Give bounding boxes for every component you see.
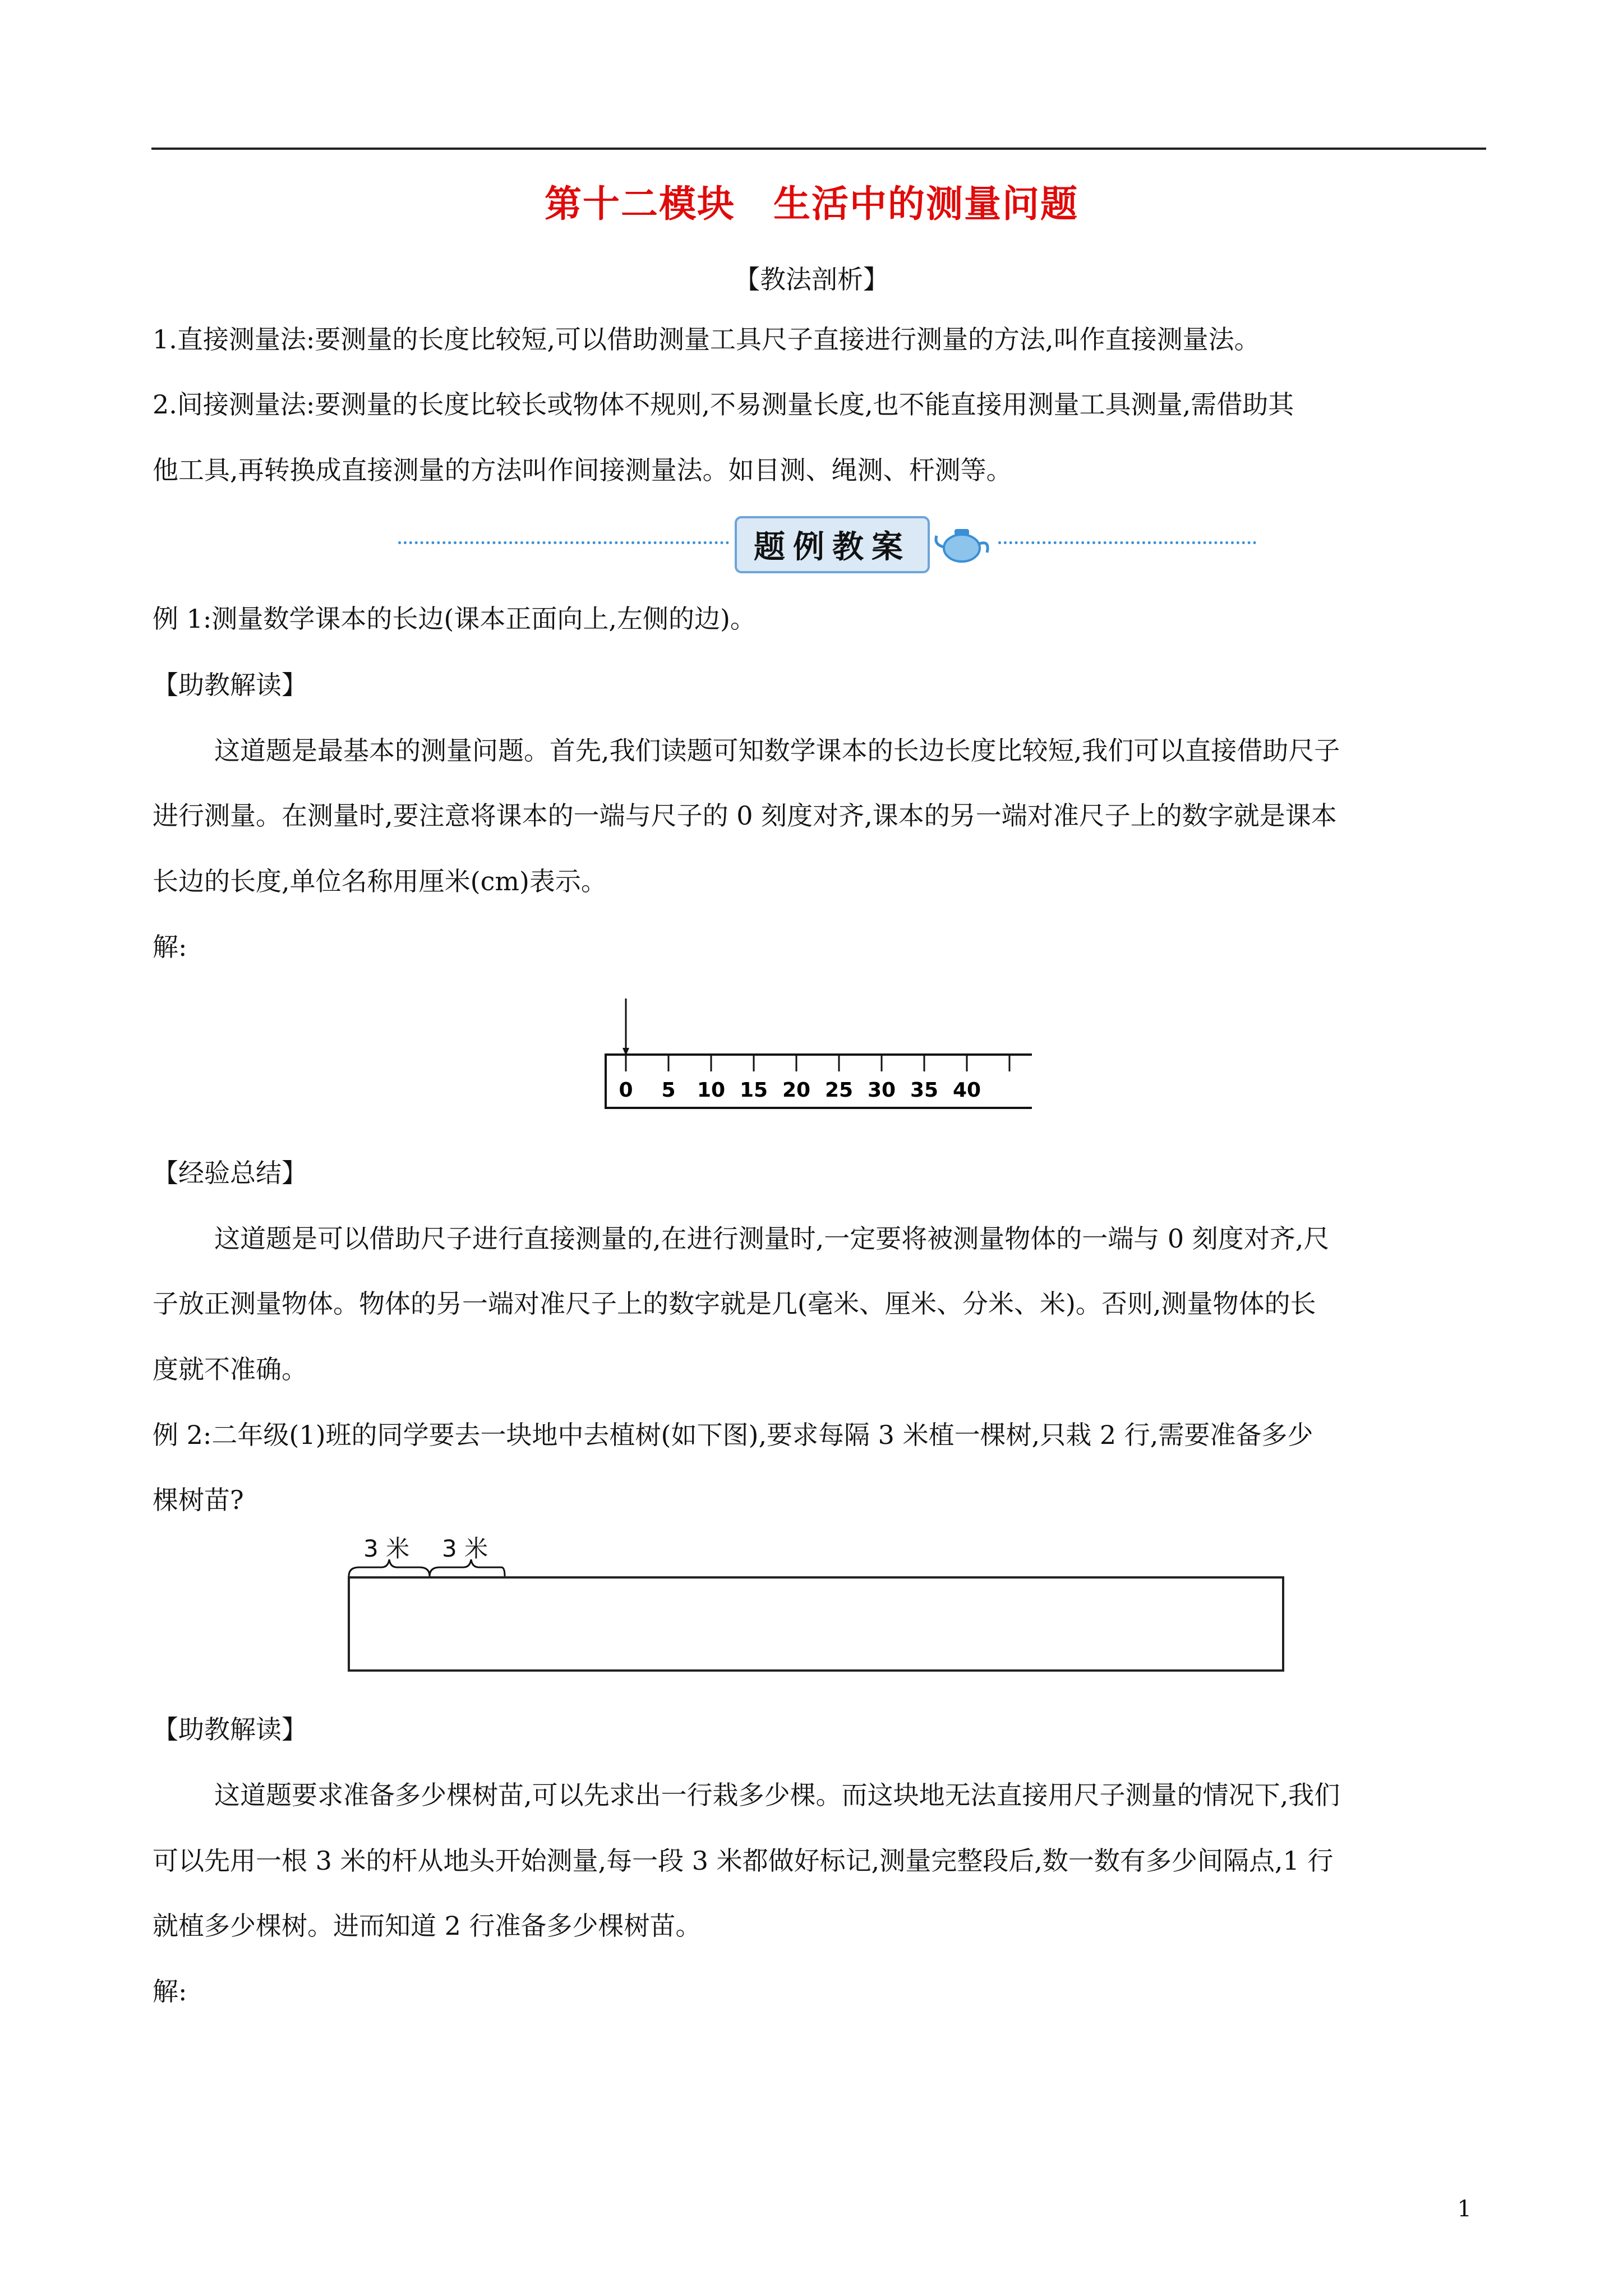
banner-line-left: [398, 541, 729, 544]
ruler-tick-label: 10: [697, 1079, 726, 1102]
ruler-tick-label: 35: [910, 1079, 939, 1102]
example1-reading-line-3: 长边的长度,单位名称用厘米(cm)表示。: [153, 866, 607, 896]
brace-label-2: 3 米: [442, 1535, 488, 1562]
ruler-tick-labels: [619, 1079, 981, 1102]
example2-reading-line-3: 就植多少棵树。进而知道 2 行准备多少棵树苗。: [153, 1911, 702, 1941]
ruler-tick-label: 0: [619, 1079, 633, 1102]
method-item-2: 2.间接测量法:要测量的长度比较长或物体不规则,不易测量长度,也不能直接用测量工具测量,需借助其: [153, 389, 1294, 420]
example1-reading-heading: 【助教解读】: [153, 670, 307, 700]
example2-reading-line-1: 这道题要求准备多少棵树苗,可以先求出一行栽多少棵。而这块地无法直接用尺子测量的情况下,我们: [214, 1780, 1340, 1810]
ruler-tick-label: 25: [824, 1079, 854, 1102]
ruler-tick-label: 20: [782, 1079, 811, 1102]
example1-summary-line-1: 这道题是可以借助尺子进行直接测量的,在进行测量时,一定要将被测量物体的一端与 0 刻度对齐,尺: [214, 1223, 1330, 1254]
example2-solution-label: 解:: [153, 1976, 187, 2007]
example1-summary-line-2: 子放正测量物体。物体的另一端对准尺子上的数字就是几(毫米、厘米、分米、米)。否则,测量物体的长: [153, 1289, 1316, 1319]
method-item-1: 1.直接测量法:要测量的长度比较短,可以借助测量工具尺子直接进行测量的方法,叫作直接测量法。: [153, 324, 1260, 355]
example2-reading-line-2: 可以先用一根 3 米的杆从地头开始测量,每一段 3 米都做好标记,测量完整段后,数一数有多少间隔点,1 行: [153, 1846, 1334, 1876]
banner-label: 题例教案: [754, 529, 911, 565]
ruler-tick-label: 30: [867, 1079, 896, 1102]
ruler-tick-label: 15: [739, 1079, 768, 1102]
example1-summary-heading: 【经验总结】: [153, 1158, 307, 1188]
example1-reading-line-2: 进行测量。在测量时,要注意将课本的一端与尺子的 0 刻度对齐,课本的另一端对准尺子上的数字就是课本: [153, 800, 1337, 831]
ruler-tick-label: 40: [952, 1079, 981, 1102]
example1-question: 例 1:测量数学课本的长边(课本正面向上,左侧的边)。: [153, 604, 756, 634]
example2-reading-heading: 【助教解读】: [153, 1714, 307, 1745]
brace-label-1: 3 米: [363, 1535, 410, 1562]
top-rule: [151, 148, 1486, 150]
example1-summary-line-3: 度就不准确。: [153, 1354, 307, 1384]
ruler-figure: [583, 987, 1043, 1111]
teapot-icon: [931, 519, 993, 567]
page-title: 第十二模块 生活中的测量问题: [545, 182, 1078, 226]
banner: [735, 516, 930, 573]
example1-reading-line-1: 这道题是最基本的测量问题。首先,我们读题可知数学课本的长边长度比较短,我们可以直接借助尺子: [214, 735, 1340, 766]
example1-solution-label: 解:: [153, 932, 187, 962]
ruler-ticks: [626, 1055, 1009, 1071]
example2-question-line-1: 例 2:二年级(1)班的同学要去一块地中去植树(如下图),要求每隔 3 米植一棵树,只栽 2 行,需要准备多少: [153, 1420, 1313, 1450]
field-braces: [348, 1554, 516, 1579]
page-number: 1: [1457, 2196, 1472, 2222]
brace-2: [430, 1559, 505, 1576]
method-heading: 【教法剖析】: [734, 264, 889, 295]
example2-question-line-2: 棵树苗?: [153, 1485, 244, 1515]
brace-1: [349, 1559, 430, 1576]
ruler-arrow: [623, 999, 629, 1056]
banner-line-right: [998, 541, 1256, 544]
ruler-tick-label: 5: [661, 1079, 676, 1102]
planting-field: [348, 1576, 1284, 1672]
method-item-2-cont: 他工具,再转换成直接测量的方法叫作间接测量法。如目测、绳测、杆测等。: [153, 455, 1012, 485]
